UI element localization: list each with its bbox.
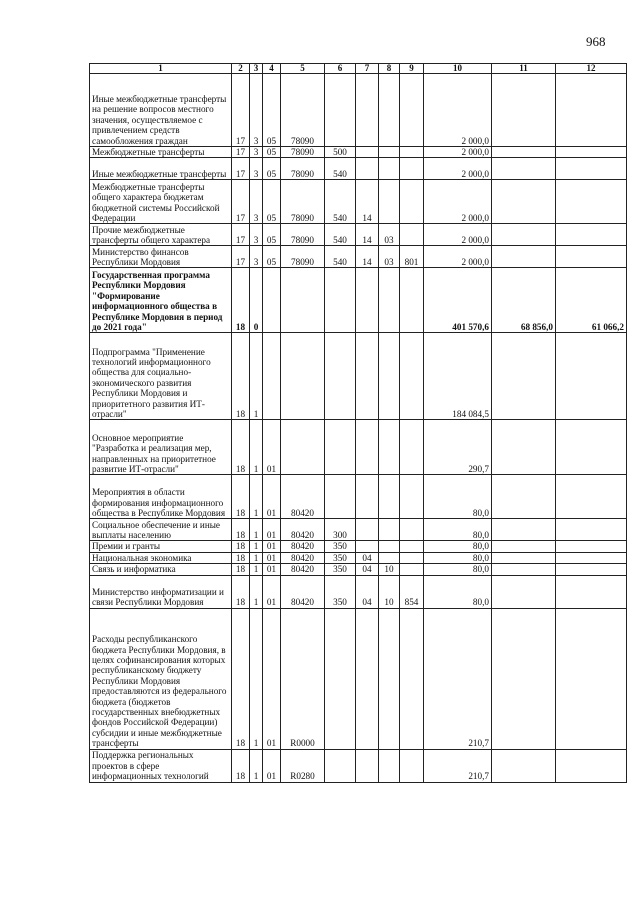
section-cell: 3 — [250, 246, 263, 268]
division-cell: 04 — [356, 575, 379, 608]
division-cell: 04 — [356, 564, 379, 575]
section-cell: 1 — [250, 541, 263, 552]
amount-2020-cell — [492, 147, 556, 158]
amount-2021-cell — [556, 147, 627, 158]
amount-2021-cell — [556, 224, 627, 246]
subdivision-cell — [379, 147, 400, 158]
column-header: 4 — [263, 64, 281, 74]
section-cell: 0 — [250, 268, 263, 333]
division-cell: 14 — [356, 180, 379, 224]
target-article-cell — [281, 420, 325, 475]
division-cell — [356, 147, 379, 158]
amount-2019-cell: 210,7 — [424, 608, 492, 749]
column-header: 7 — [356, 64, 379, 74]
subdivision-cell — [379, 74, 400, 147]
amount-2020-cell — [492, 564, 556, 575]
subsection-cell: 05 — [263, 246, 281, 268]
table-row — [90, 575, 627, 608]
target-article-cell: 80420 — [281, 541, 325, 552]
table-row — [90, 74, 627, 147]
section-cell: 3 — [250, 158, 263, 180]
expense-type-cell: 540 — [325, 158, 356, 180]
target-article-cell: 78090 — [281, 74, 325, 147]
row-name-cell: Государственная программа Республики Мордовия "Формирование информационного общества в Республике Мордовия в период до 2021 года" — [90, 268, 232, 333]
ministry-code-cell — [400, 420, 424, 475]
chapter-cell: 17 — [232, 147, 250, 158]
amount-2021-cell: 61 066,2 — [556, 268, 627, 333]
table-row — [90, 180, 627, 224]
amount-2020-cell — [492, 519, 556, 541]
ministry-code-cell — [400, 224, 424, 246]
ministry-code-cell — [400, 180, 424, 224]
amount-2019-cell: 80,0 — [424, 575, 492, 608]
subsection-cell: 05 — [263, 74, 281, 147]
ministry-code-cell — [400, 608, 424, 749]
chapter-cell: 18 — [232, 608, 250, 749]
amount-2019-cell: 2 000,0 — [424, 224, 492, 246]
target-article-cell: 80420 — [281, 552, 325, 563]
section-cell: 1 — [250, 552, 263, 563]
row-name-cell: Национальная экономика — [90, 552, 232, 563]
section-cell: 3 — [250, 224, 263, 246]
amount-2021-cell — [556, 74, 627, 147]
header-row — [90, 64, 627, 74]
amount-2020-cell — [492, 541, 556, 552]
chapter-cell: 18 — [232, 268, 250, 333]
target-article-cell: 78090 — [281, 158, 325, 180]
target-article-cell: 78090 — [281, 246, 325, 268]
amount-2020-cell — [492, 608, 556, 749]
column-header: 5 — [281, 64, 325, 74]
row-name-cell: Министерство информатизации и связи Республики Мордовия — [90, 575, 232, 608]
row-name-cell: Министерство финансов Республики Мордовия — [90, 246, 232, 268]
target-article-cell: R0000 — [281, 608, 325, 749]
ministry-code-cell — [400, 552, 424, 563]
subdivision-cell — [379, 180, 400, 224]
expense-type-cell — [325, 268, 356, 333]
subsection-cell: 01 — [263, 475, 281, 519]
division-cell — [356, 749, 379, 782]
amount-2021-cell — [556, 420, 627, 475]
table-row — [90, 224, 627, 246]
chapter-cell: 18 — [232, 541, 250, 552]
table-row — [90, 541, 627, 552]
amount-2019-cell: 401 570,6 — [424, 268, 492, 333]
expense-type-cell — [325, 333, 356, 420]
row-name-cell: Поддержка региональных проектов в сфере информационных технологий — [90, 749, 232, 782]
row-name-cell: Социальное обеспечение и иные выплаты населению — [90, 519, 232, 541]
amount-2021-cell — [556, 246, 627, 268]
amount-2019-cell: 184 084,5 — [424, 333, 492, 420]
expense-type-cell: 300 — [325, 519, 356, 541]
section-cell: 1 — [250, 575, 263, 608]
division-cell — [356, 420, 379, 475]
amount-2021-cell — [556, 333, 627, 420]
ministry-code-cell: 801 — [400, 246, 424, 268]
table-row — [90, 268, 627, 333]
column-header: 1 — [90, 64, 232, 74]
subsection-cell: 01 — [263, 575, 281, 608]
amount-2019-cell: 2 000,0 — [424, 246, 492, 268]
division-cell — [356, 74, 379, 147]
amount-2020-cell — [492, 158, 556, 180]
subdivision-cell — [379, 519, 400, 541]
ministry-code-cell: 854 — [400, 575, 424, 608]
chapter-cell: 18 — [232, 552, 250, 563]
amount-2020-cell — [492, 246, 556, 268]
expense-type-cell — [325, 74, 356, 147]
row-name-cell: Основное мероприятие "Разработка и реализация мер, направленных на приоритетное развитие ИТ-отрасли" — [90, 420, 232, 475]
amount-2019-cell: 2 000,0 — [424, 74, 492, 147]
amount-2021-cell — [556, 541, 627, 552]
target-article-cell: 80420 — [281, 475, 325, 519]
ministry-code-cell — [400, 268, 424, 333]
subsection-cell: 05 — [263, 180, 281, 224]
row-name-cell: Межбюджетные трансферты — [90, 147, 232, 158]
amount-2021-cell — [556, 180, 627, 224]
ministry-code-cell — [400, 519, 424, 541]
row-name-cell: Подпрограмма "Применение технологий информационного общества для социально-экономического развития Республики Мордовия и приоритетного развития ИТ-отрасли" — [90, 333, 232, 420]
amount-2021-cell — [556, 552, 627, 563]
subsection-cell: 05 — [263, 158, 281, 180]
section-cell: 3 — [250, 147, 263, 158]
table-row — [90, 147, 627, 158]
section-cell: 1 — [250, 333, 263, 420]
target-article-cell: 78090 — [281, 180, 325, 224]
subsection-cell: 01 — [263, 564, 281, 575]
table-row — [90, 552, 627, 563]
amount-2020-cell — [492, 224, 556, 246]
row-name-cell: Прочие межбюджетные трансферты общего характера — [90, 224, 232, 246]
subdivision-cell: 10 — [379, 564, 400, 575]
chapter-cell: 17 — [232, 224, 250, 246]
chapter-cell: 17 — [232, 74, 250, 147]
expense-type-cell: 350 — [325, 552, 356, 563]
amount-2019-cell: 80,0 — [424, 541, 492, 552]
amount-2019-cell: 2 000,0 — [424, 158, 492, 180]
chapter-cell: 17 — [232, 246, 250, 268]
table-row — [90, 749, 627, 782]
subdivision-cell — [379, 608, 400, 749]
expense-type-cell: 540 — [325, 180, 356, 224]
expense-type-cell: 350 — [325, 575, 356, 608]
amount-2020-cell — [492, 74, 556, 147]
chapter-cell: 18 — [232, 749, 250, 782]
division-cell: 14 — [356, 246, 379, 268]
expense-type-cell — [325, 420, 356, 475]
ministry-code-cell — [400, 541, 424, 552]
subsection-cell: 01 — [263, 552, 281, 563]
column-header: 2 — [232, 64, 250, 74]
target-article-cell — [281, 333, 325, 420]
subsection-cell: 01 — [263, 519, 281, 541]
column-header: 10 — [424, 64, 492, 74]
chapter-cell: 17 — [232, 158, 250, 180]
expense-type-cell: 540 — [325, 224, 356, 246]
expense-type-cell: 350 — [325, 564, 356, 575]
subsection-cell — [263, 333, 281, 420]
subsection-cell: 01 — [263, 420, 281, 475]
chapter-cell: 18 — [232, 575, 250, 608]
ministry-code-cell — [400, 147, 424, 158]
ministry-code-cell — [400, 333, 424, 420]
subdivision-cell: 03 — [379, 224, 400, 246]
column-header: 12 — [556, 64, 627, 74]
target-article-cell: 80420 — [281, 564, 325, 575]
page-number: 968 — [586, 34, 606, 49]
division-cell — [356, 268, 379, 333]
table-row — [90, 564, 627, 575]
amount-2020-cell — [492, 420, 556, 475]
expense-type-cell: 500 — [325, 147, 356, 158]
expense-type-cell — [325, 608, 356, 749]
amount-2021-cell — [556, 519, 627, 541]
subdivision-cell — [379, 420, 400, 475]
amount-2021-cell — [556, 608, 627, 749]
subdivision-cell — [379, 552, 400, 563]
row-name-cell: Иные межбюджетные трансферты — [90, 158, 232, 180]
amount-2021-cell — [556, 475, 627, 519]
subdivision-cell — [379, 268, 400, 333]
amount-2020-cell — [492, 475, 556, 519]
division-cell — [356, 519, 379, 541]
subdivision-cell — [379, 475, 400, 519]
ministry-code-cell — [400, 749, 424, 782]
ministry-code-cell — [400, 74, 424, 147]
division-cell — [356, 541, 379, 552]
chapter-cell: 17 — [232, 180, 250, 224]
row-name-cell: Иные межбюджетные трансферты на решение вопросов местного значения, осуществляемое с привлечением средств самообложения граждан — [90, 74, 232, 147]
subsection-cell: 01 — [263, 541, 281, 552]
subdivision-cell — [379, 333, 400, 420]
section-cell: 1 — [250, 564, 263, 575]
table-row — [90, 333, 627, 420]
division-cell — [356, 158, 379, 180]
amount-2020-cell — [492, 552, 556, 563]
chapter-cell: 18 — [232, 564, 250, 575]
subsection-cell: 05 — [263, 224, 281, 246]
expense-type-cell — [325, 749, 356, 782]
subdivision-cell — [379, 541, 400, 552]
amount-2021-cell — [556, 564, 627, 575]
division-cell — [356, 608, 379, 749]
subsection-cell: 05 — [263, 147, 281, 158]
table-row — [90, 475, 627, 519]
row-name-cell: Мероприятия в области формирования информационного общества в Республике Мордовия — [90, 475, 232, 519]
amount-2020-cell — [492, 180, 556, 224]
subsection-cell — [263, 268, 281, 333]
column-header: 8 — [379, 64, 400, 74]
ministry-code-cell — [400, 564, 424, 575]
budget-table — [89, 63, 627, 783]
division-cell — [356, 333, 379, 420]
amount-2019-cell: 80,0 — [424, 475, 492, 519]
amount-2019-cell: 80,0 — [424, 519, 492, 541]
table-row — [90, 519, 627, 541]
amount-2019-cell: 80,0 — [424, 564, 492, 575]
amount-2021-cell — [556, 158, 627, 180]
expense-type-cell: 540 — [325, 246, 356, 268]
column-header: 3 — [250, 64, 263, 74]
amount-2019-cell: 290,7 — [424, 420, 492, 475]
division-cell: 14 — [356, 224, 379, 246]
subsection-cell: 01 — [263, 608, 281, 749]
amount-2019-cell: 210,7 — [424, 749, 492, 782]
amount-2021-cell — [556, 575, 627, 608]
target-article-cell — [281, 268, 325, 333]
chapter-cell: 18 — [232, 475, 250, 519]
subdivision-cell — [379, 749, 400, 782]
subdivision-cell — [379, 158, 400, 180]
amount-2020-cell — [492, 333, 556, 420]
table-row — [90, 420, 627, 475]
section-cell: 3 — [250, 74, 263, 147]
amount-2019-cell: 80,0 — [424, 552, 492, 563]
chapter-cell: 18 — [232, 519, 250, 541]
row-name-cell: Межбюджетные трансферты общего характера бюджетам бюджетной системы Российской Федерации — [90, 180, 232, 224]
table-row — [90, 246, 627, 268]
division-cell — [356, 475, 379, 519]
amount-2020-cell — [492, 575, 556, 608]
target-article-cell: 80420 — [281, 575, 325, 608]
section-cell: 3 — [250, 180, 263, 224]
row-name-cell: Связь и информатика — [90, 564, 232, 575]
subdivision-cell: 03 — [379, 246, 400, 268]
amount-2020-cell — [492, 749, 556, 782]
amount-2019-cell: 2 000,0 — [424, 147, 492, 158]
section-cell: 1 — [250, 749, 263, 782]
ministry-code-cell — [400, 475, 424, 519]
target-article-cell: 78090 — [281, 147, 325, 158]
table-body — [90, 74, 627, 783]
ministry-code-cell — [400, 158, 424, 180]
amount-2020-cell: 68 856,0 — [492, 268, 556, 333]
division-cell: 04 — [356, 552, 379, 563]
target-article-cell: 78090 — [281, 224, 325, 246]
row-name-cell: Расходы республиканского бюджета Республики Мордовия, в целях софинансирования которых республиканскому бюджету Республики Мордовия предоставляются из федерального бюджета (бюджетов государственных внебюджетных фондов Российской Федерации) субсидии и иные межбюджетные трансферты — [90, 608, 232, 749]
row-name-cell: Премии и гранты — [90, 541, 232, 552]
subsection-cell: 01 — [263, 749, 281, 782]
column-header: 9 — [400, 64, 424, 74]
target-article-cell: 80420 — [281, 519, 325, 541]
expense-type-cell — [325, 475, 356, 519]
column-header: 6 — [325, 64, 356, 74]
amount-2019-cell: 2 000,0 — [424, 180, 492, 224]
table-row — [90, 158, 627, 180]
expense-type-cell: 350 — [325, 541, 356, 552]
amount-2021-cell — [556, 749, 627, 782]
chapter-cell: 18 — [232, 420, 250, 475]
column-header: 11 — [492, 64, 556, 74]
section-cell: 1 — [250, 519, 263, 541]
section-cell: 1 — [250, 475, 263, 519]
table-row — [90, 608, 627, 749]
section-cell: 1 — [250, 608, 263, 749]
subdivision-cell: 10 — [379, 575, 400, 608]
chapter-cell: 18 — [232, 333, 250, 420]
target-article-cell: R0280 — [281, 749, 325, 782]
section-cell: 1 — [250, 420, 263, 475]
